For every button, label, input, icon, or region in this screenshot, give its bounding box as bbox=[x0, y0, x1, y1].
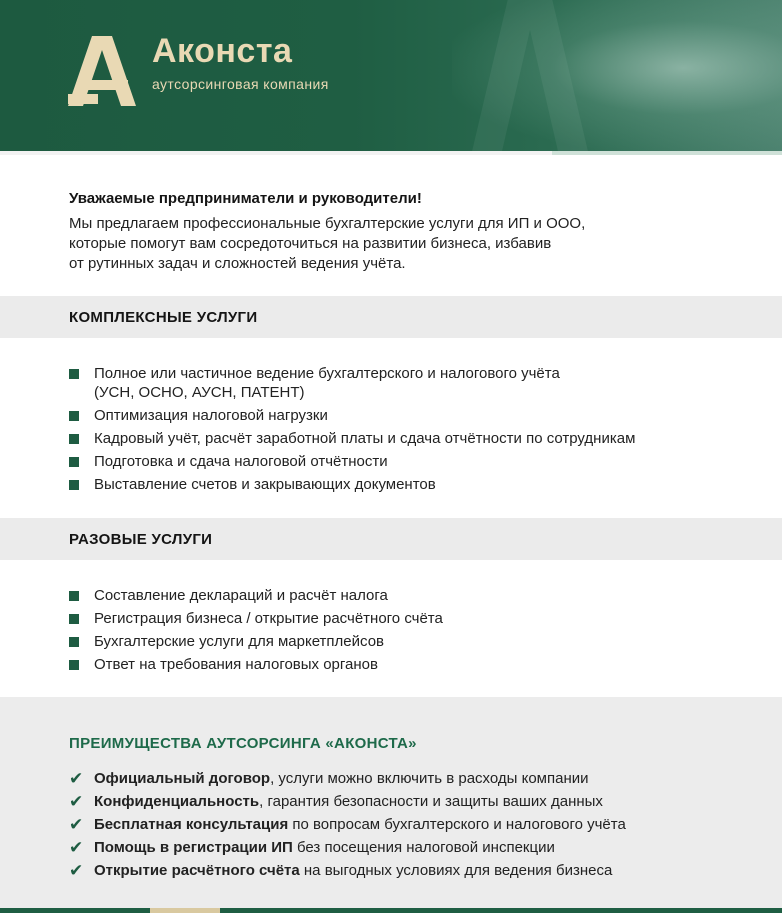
advantage-text: без посещения налоговой инспекции bbox=[292, 839, 555, 856]
list-item-text: Полное или частичное ведение бухгалтерского и налогового учёта (УСН, ОСНО, АУСН, ПАТЕНТ) bbox=[94, 365, 560, 401]
list-item bbox=[69, 475, 749, 494]
advantage-bold: Бесплатная консультация bbox=[94, 816, 289, 833]
advantage-text: , услуги можно включить в расходы компании bbox=[270, 770, 589, 787]
oneoff-services-list bbox=[69, 586, 749, 678]
complex-services-list bbox=[69, 364, 749, 498]
advantage-text: на выгодных условиях для ведения бизнеса bbox=[299, 862, 613, 879]
list-item bbox=[69, 655, 749, 674]
square-bullet-icon bbox=[69, 369, 79, 379]
oneoff-services-header bbox=[0, 518, 782, 560]
advantage-bold: Открытие расчётного счёта bbox=[94, 862, 300, 879]
brand-name: Аконста bbox=[152, 32, 293, 70]
list-item-text: Ответ на требования налоговых органов bbox=[94, 656, 378, 673]
square-bullet-icon bbox=[69, 434, 79, 444]
divider-accent bbox=[552, 151, 782, 155]
advantage-item bbox=[69, 769, 769, 788]
header-banner bbox=[0, 0, 782, 151]
checkmark-icon: ✔ bbox=[69, 861, 84, 880]
oneoff-services-title: РАЗОВЫЕ УСЛУГИ bbox=[69, 531, 213, 548]
advantage-item bbox=[69, 815, 769, 834]
advantage-bold: Помощь в регистрации ИП bbox=[94, 839, 293, 856]
complex-services-title: КОМПЛЕКСНЫЕ УСЛУГИ bbox=[69, 309, 258, 326]
list-item bbox=[69, 632, 749, 651]
header-divider bbox=[0, 151, 782, 155]
aconsta-logo-icon bbox=[68, 36, 136, 106]
footer-bar bbox=[0, 908, 782, 913]
square-bullet-icon bbox=[69, 614, 79, 624]
list-item bbox=[69, 406, 749, 425]
square-bullet-icon bbox=[69, 457, 79, 467]
advantage-bold: Конфиденциальность bbox=[94, 793, 260, 810]
list-item bbox=[69, 429, 749, 448]
list-item-text: Подготовка и сдача налоговой отчётности bbox=[94, 453, 388, 470]
list-item bbox=[69, 609, 749, 628]
list-item-text: Бухгалтерские услуги для маркетплейсов bbox=[94, 633, 385, 650]
list-item-text: Регистрация бизнеса / открытие расчётного счёта bbox=[94, 610, 443, 627]
checkmark-icon: ✔ bbox=[69, 769, 84, 788]
list-item-text: Кадровый учёт, расчёт заработной платы и сдача отчётности по сотрудникам bbox=[94, 430, 636, 447]
square-bullet-icon bbox=[69, 480, 79, 490]
advantage-item bbox=[69, 792, 769, 811]
intro-text: Мы предлагаем профессиональные бухгалтерские услуги для ИП и ООО, которые помогут вам сосредоточиться на развитии бизнеса, избавив от рутинных задач и сложностей ведения учёта. bbox=[69, 215, 586, 272]
footer-accent bbox=[150, 908, 220, 913]
square-bullet-icon bbox=[69, 591, 79, 601]
intro-title: Уважаемые предприниматели и руководители! bbox=[69, 190, 422, 207]
advantage-text: по вопросам бухгалтерского и налогового учёта bbox=[288, 816, 626, 833]
brand-subtitle: аутсорсинговая компания bbox=[152, 76, 329, 92]
checkmark-icon: ✔ bbox=[69, 792, 84, 811]
advantage-text: , гарантия безопасности и защиты ваших данных bbox=[259, 793, 603, 810]
list-item-text: Оптимизация налоговой нагрузки bbox=[94, 407, 328, 424]
list-item-text: Составление деклараций и расчёт налога bbox=[94, 587, 388, 604]
complex-services-header bbox=[0, 296, 782, 338]
list-item-text: Выставление счетов и закрывающих документов bbox=[94, 476, 436, 493]
square-bullet-icon bbox=[69, 411, 79, 421]
advantage-bold: Официальный договор bbox=[94, 770, 271, 787]
watermark-a-icon bbox=[400, 0, 600, 151]
advantages-list bbox=[69, 769, 769, 884]
advantages-title: ПРЕИМУЩЕСТВА АУТСОРСИНГА «АКОНСТА» bbox=[69, 735, 417, 752]
list-item bbox=[69, 452, 749, 471]
checkmark-icon: ✔ bbox=[69, 838, 84, 857]
square-bullet-icon bbox=[69, 637, 79, 647]
advantage-item bbox=[69, 861, 769, 880]
square-bullet-icon bbox=[69, 660, 79, 670]
checkmark-icon: ✔ bbox=[69, 815, 84, 834]
list-item bbox=[69, 364, 749, 402]
advantage-item bbox=[69, 838, 769, 857]
list-item bbox=[69, 586, 749, 605]
